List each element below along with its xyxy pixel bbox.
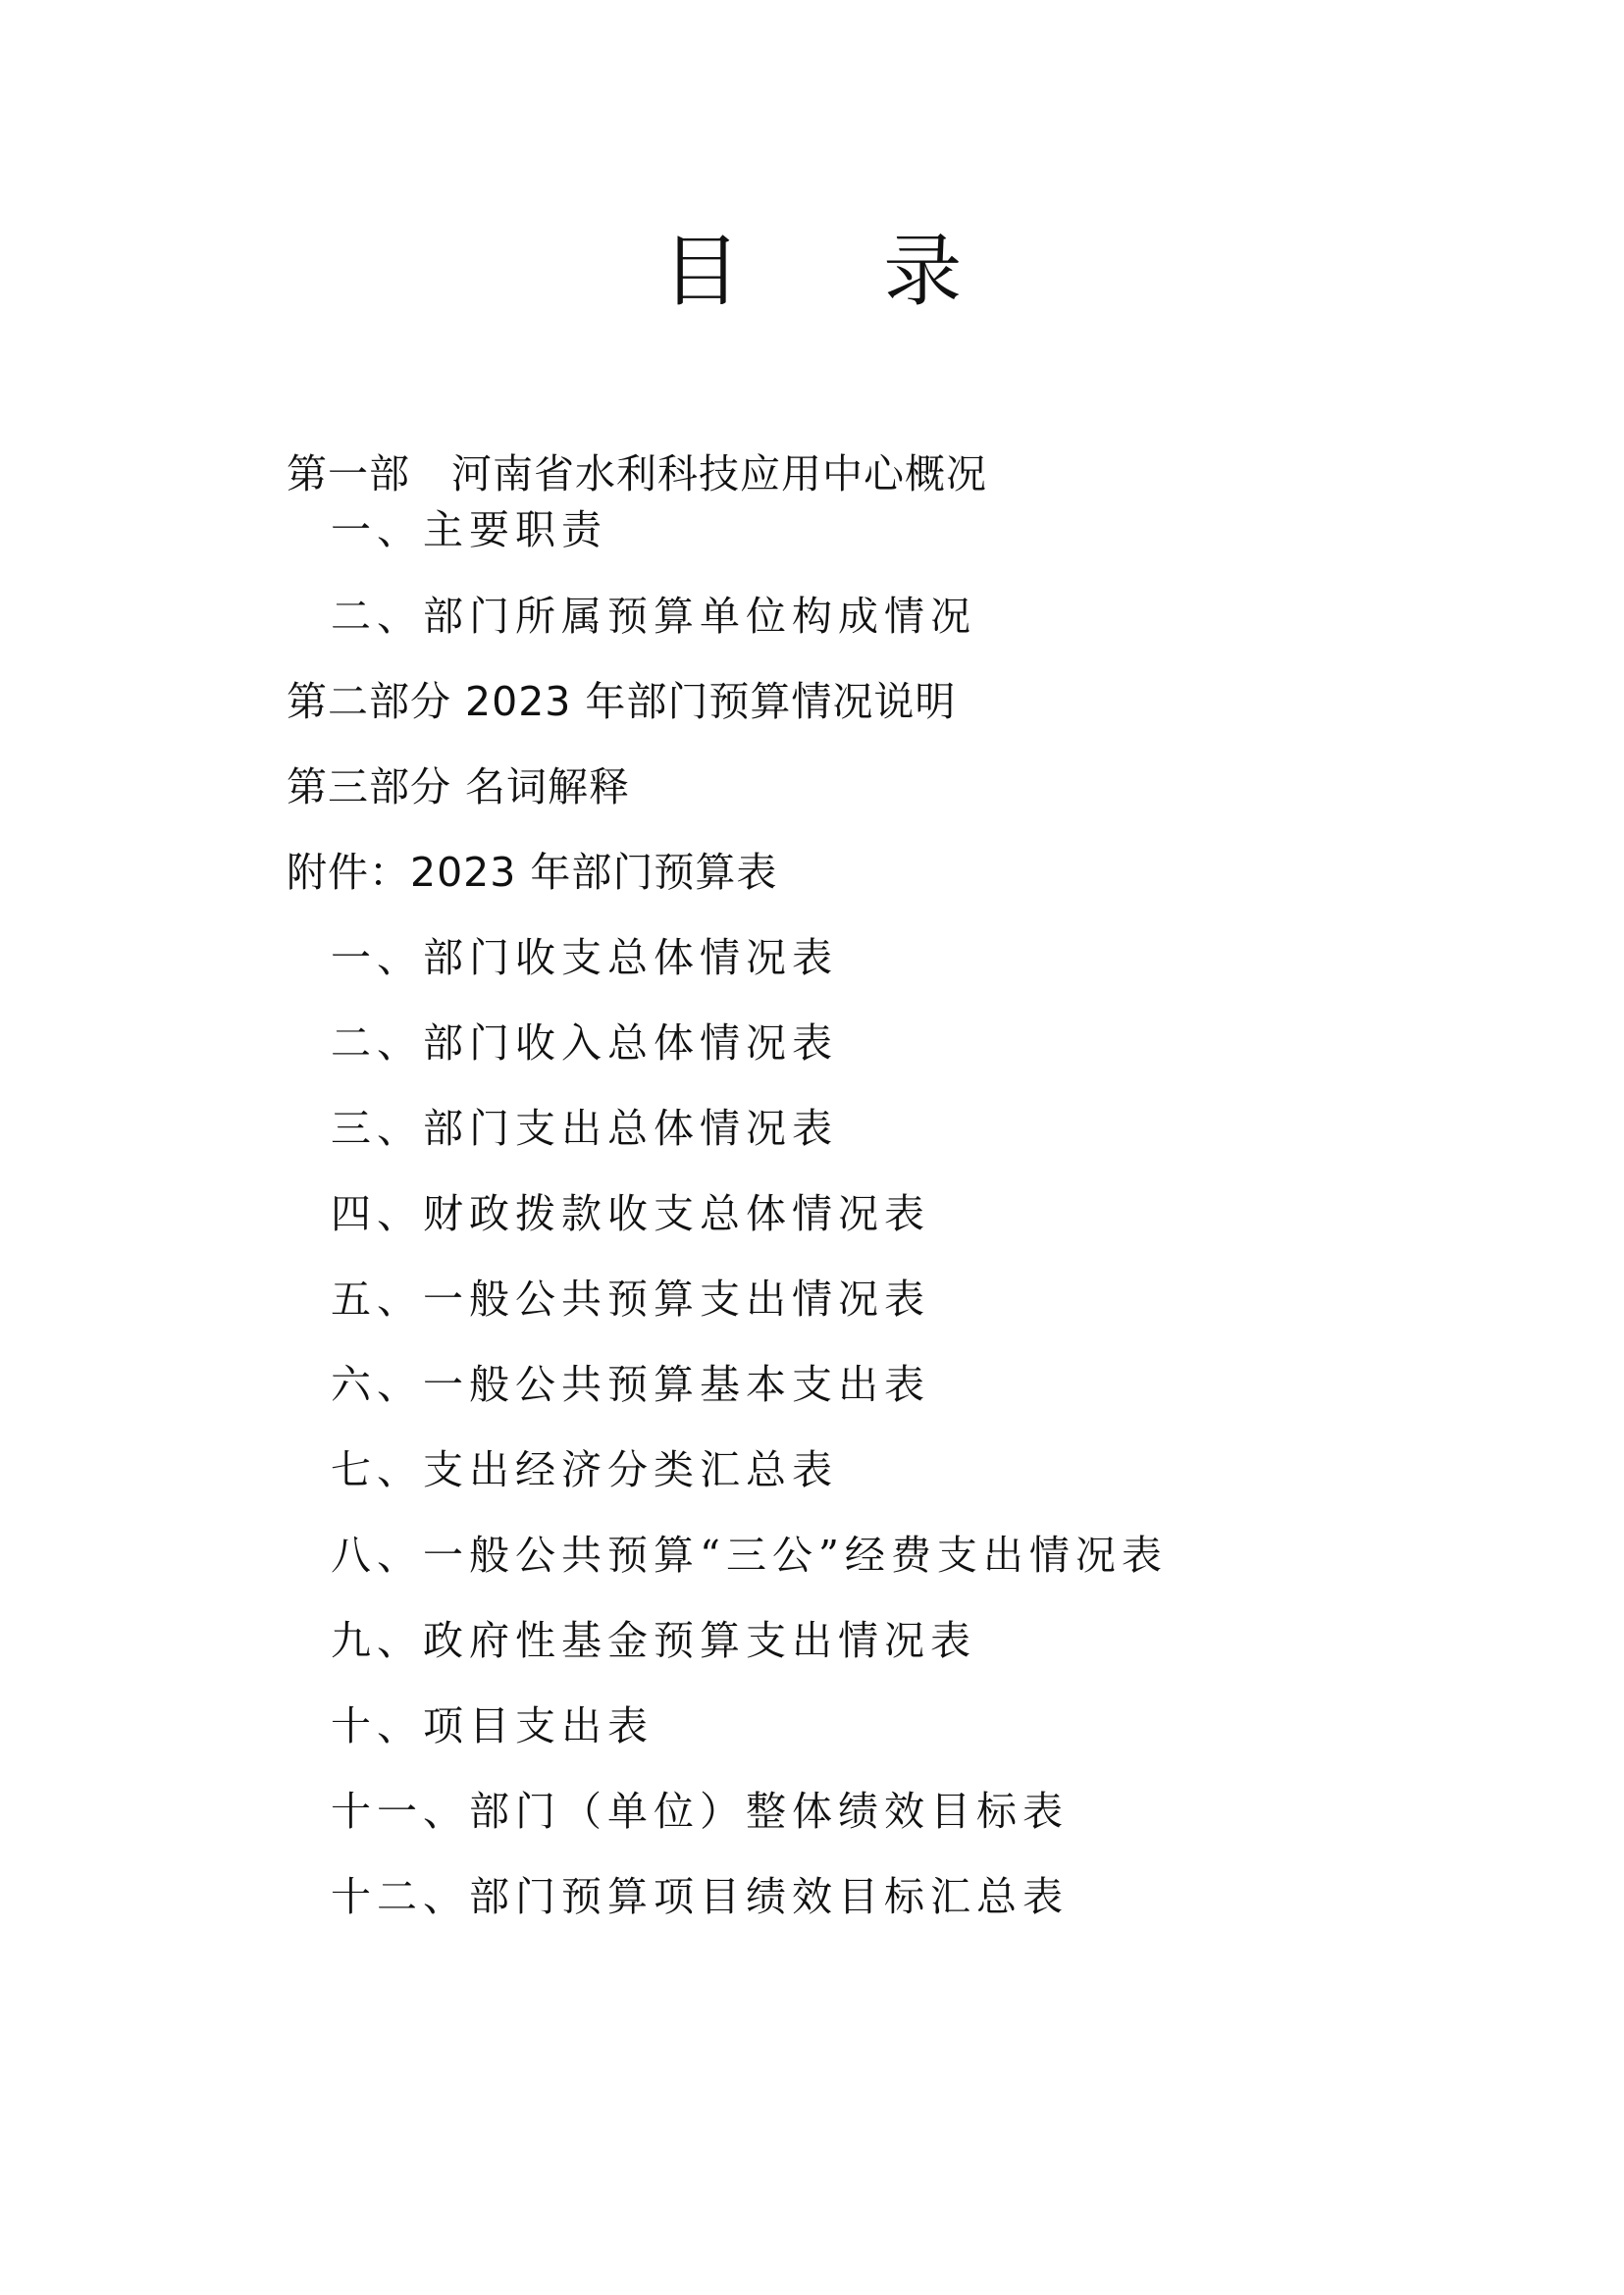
toc-item-table-5: 五、一般公共预算支出情况表 (331, 1276, 930, 1323)
page-title: 目 录 (661, 226, 1022, 317)
toc-item-table-6: 六、一般公共预算基本支出表 (331, 1361, 930, 1408)
toc-item-table-10: 十、项目支出表 (331, 1702, 654, 1749)
toc-item-table-2: 二、部门收入总体情况表 (331, 1019, 838, 1067)
toc-section-part-2: 第二部分 2023 年部门预算情况说明 (287, 678, 957, 725)
toc-item-table-9: 九、政府性基金预算支出情况表 (331, 1617, 976, 1664)
toc-item-table-7: 七、支出经济分类汇总表 (331, 1446, 838, 1493)
toc-item-table-3: 三、部门支出总体情况表 (331, 1105, 838, 1152)
toc-item-table-12: 十二、部门预算项目绩效目标汇总表 (331, 1873, 1069, 1920)
toc-item-table-4: 四、财政拨款收支总体情况表 (331, 1190, 930, 1237)
toc-item-budget-units: 二、部门所属预算单位构成情况 (331, 593, 976, 640)
toc-section-part-3: 第三部分 名词解释 (287, 763, 631, 810)
toc-section-appendix: 附件：2023 年部门预算表 (287, 849, 778, 896)
toc-item-table-8: 八、一般公共预算“三公”经费支出情况表 (331, 1532, 1168, 1579)
toc-item-table-11: 十一、部门（单位）整体绩效目标表 (331, 1788, 1069, 1835)
toc-item-main-duties: 一、主要职责 (331, 506, 607, 553)
toc-item-table-1: 一、部门收支总体情况表 (331, 934, 838, 981)
toc-section-part-1: 第一部 河南省水利科技应用中心概况 (287, 450, 987, 497)
